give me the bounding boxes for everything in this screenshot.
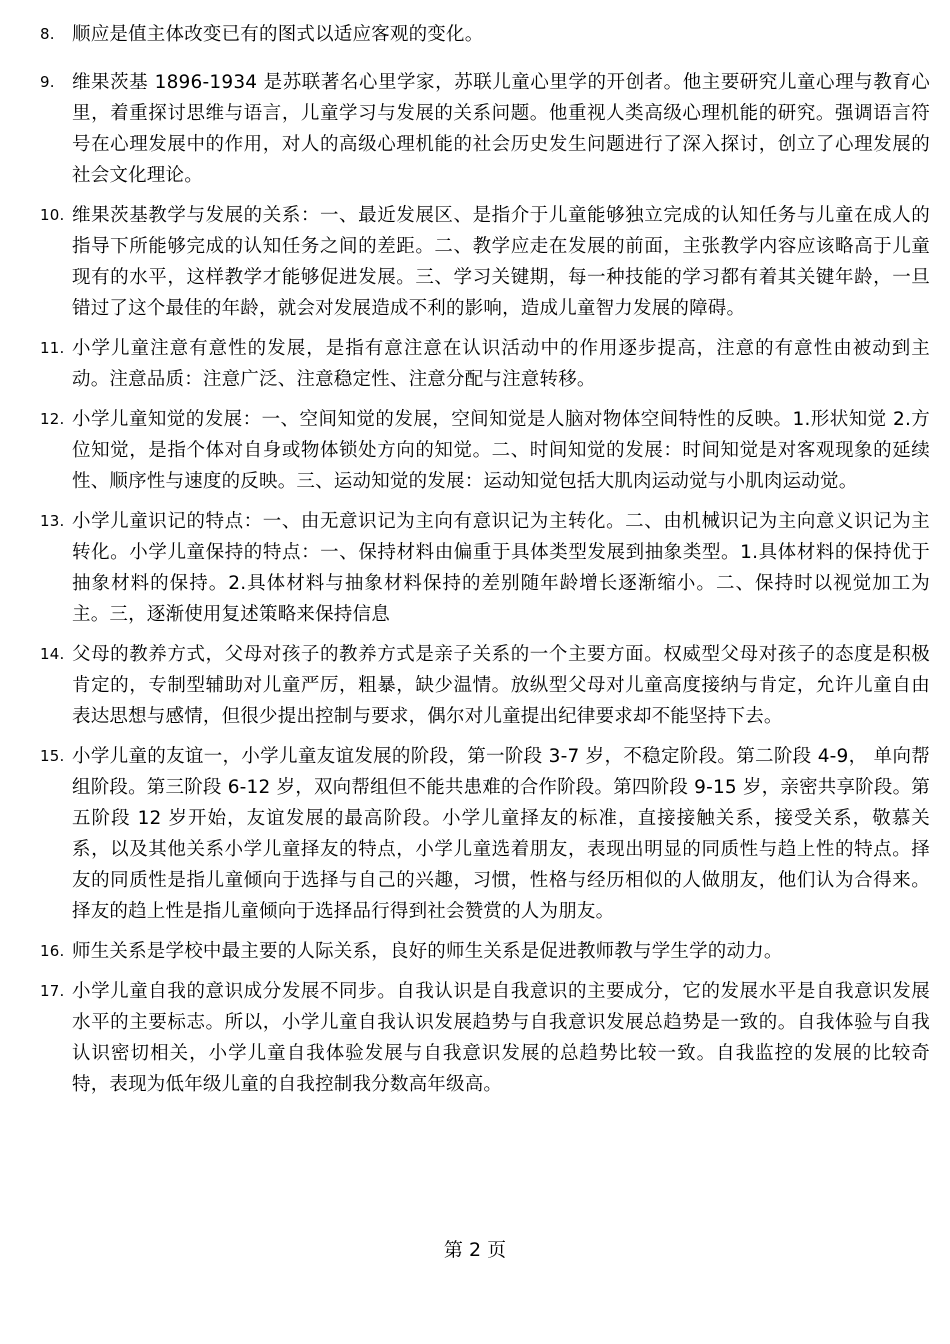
item-number: 8. [40, 25, 55, 43]
item-text: 小学儿童知觉的发展：一、空间知觉的发展，空间知觉是人脑对物体空间特性的反映。1.形状知觉 2.方位知觉，是指个体对自身或物体锁处方向的知觉。二、时间知觉的发展：时间知觉是对客观现象的延续性、顺序性与速度的反映。三、运动知觉的发展：运动知觉包括大肌肉运动觉与小肌肉运动觉。 [72, 409, 930, 492]
list-item [40, 976, 930, 1100]
item-text: 小学儿童识记的特点：一、由无意识记为主向有意识记为主转化。二、由机械识记为主向意义识记为主转化。小学儿童保持的特点：一、保持材料由偏重于具体类型发展到抽象类型。1.具体材料的保持优于抽象材料的保持。2.具体材料与抽象材料保持的差别随年龄增长逐渐缩小。二、保持时以视觉加工为主。三，逐渐使用复述策略来保持信息 [72, 511, 930, 625]
list-item [40, 741, 930, 927]
list-item [40, 639, 930, 732]
list-item [40, 67, 930, 191]
item-number: 14. [40, 645, 65, 663]
item-number: 16. [40, 942, 65, 960]
numbered-list [40, 19, 930, 1100]
list-item [40, 333, 930, 395]
page-number: 第 2 页 [443, 1239, 507, 1261]
item-text: 维果茨基教学与发展的关系：一、最近发展区、是指介于儿童能够独立完成的认知任务与儿童在成人的指导下所能够完成的认知任务之间的差距。二、教学应走在发展的前面，主张教学内容应该略高于儿童现有的水平，这样教学才能够促进发展。三、学习关键期，每一种技能的学习都有着其关键年龄，一旦错过了这个最佳的年龄，就会对发展造成不利的影响，造成儿童智力发展的障碍。 [72, 205, 930, 319]
item-number: 13. [40, 512, 65, 530]
item-number: 17. [40, 982, 65, 1000]
list-item [40, 936, 930, 967]
item-text: 维果茨基 1896-1934 是苏联著名心里学家，苏联儿童心里学的开创者。他主要研究儿童心理与教育心里，着重探讨思维与语言，儿童学习与发展的关系问题。他重视人类高级心理机能的研究。强调语言符号在心理发展中的作用，对人的高级心理机能的社会历史发生问题进行了深入探讨，创立了心理发展的社会文化理论。 [72, 72, 930, 186]
item-text: 父母的教养方式，父母对孩子的教养方式是亲子关系的一个主要方面。权威型父母对孩子的态度是积极肯定的，专制型辅助对儿童严厉，粗暴，缺少温情。放纵型父母对儿童高度接纳与肯定，允许儿童自由表达思想与感情，但很少提出控制与要求，偶尔对儿童提出纪律要求却不能坚持下去。 [72, 644, 930, 727]
item-number: 15. [40, 747, 65, 765]
item-text: 顺应是值主体改变已有的图式以适应客观的变化。 [72, 24, 484, 45]
item-number: 9. [40, 73, 55, 91]
item-text: 小学儿童自我的意识成分发展不同步。自我认识是自我意识的主要成分，它的发展水平是自我意识发展水平的主要标志。所以，小学儿童自我认识发展趋势与自我意识发展总趋势是一致的。自我体验与自我认识密切相关，小学儿童自我体验发展与自我意识发展的总趋势比较一致。自我监控的发展的比较奇特，表现为低年级儿童的自我控制我分数高年级高。 [72, 981, 930, 1095]
item-number: 12. [40, 410, 65, 428]
list-item [40, 404, 930, 497]
list-item [40, 200, 930, 324]
item-text: 小学儿童的友谊一，小学儿童友谊发展的阶段，第一阶段 3-7 岁，不稳定阶段。第二阶段 4-9， 单向帮组阶段。第三阶段 6-12 岁，双向帮组但不能共患难的合作阶段。第四阶段 9-15 岁，亲密共享阶段。第五阶段 12 岁开始，友谊发展的最高阶段。小学儿童择友的标准，直接接触关系，接受关系，敬慕关系，以及其他关系小学儿童择友的特点，小学儿童选着朋友，表现出明显的同质性与趋上性的特点。择友的同质性是指儿童倾向于选择与自己的兴趣，习惯，性格与经历相似的人做朋友，他们认为合得来。择友的趋上性是指儿童倾向于选择品行得到社会赞赏的人为朋友。 [72, 746, 930, 922]
item-number: 11. [40, 339, 65, 357]
item-text: 小学儿童注意有意性的发展，是指有意注意在认识活动中的作用逐步提高，注意的有意性由被动到主动。注意品质：注意广泛、注意稳定性、注意分配与注意转移。 [72, 338, 930, 390]
item-number: 10. [40, 206, 65, 224]
item-text: 师生关系是学校中最主要的人际关系，良好的师生关系是促进教师教与学生学的动力。 [72, 941, 783, 962]
list-item [40, 506, 930, 630]
list-item [40, 19, 930, 50]
